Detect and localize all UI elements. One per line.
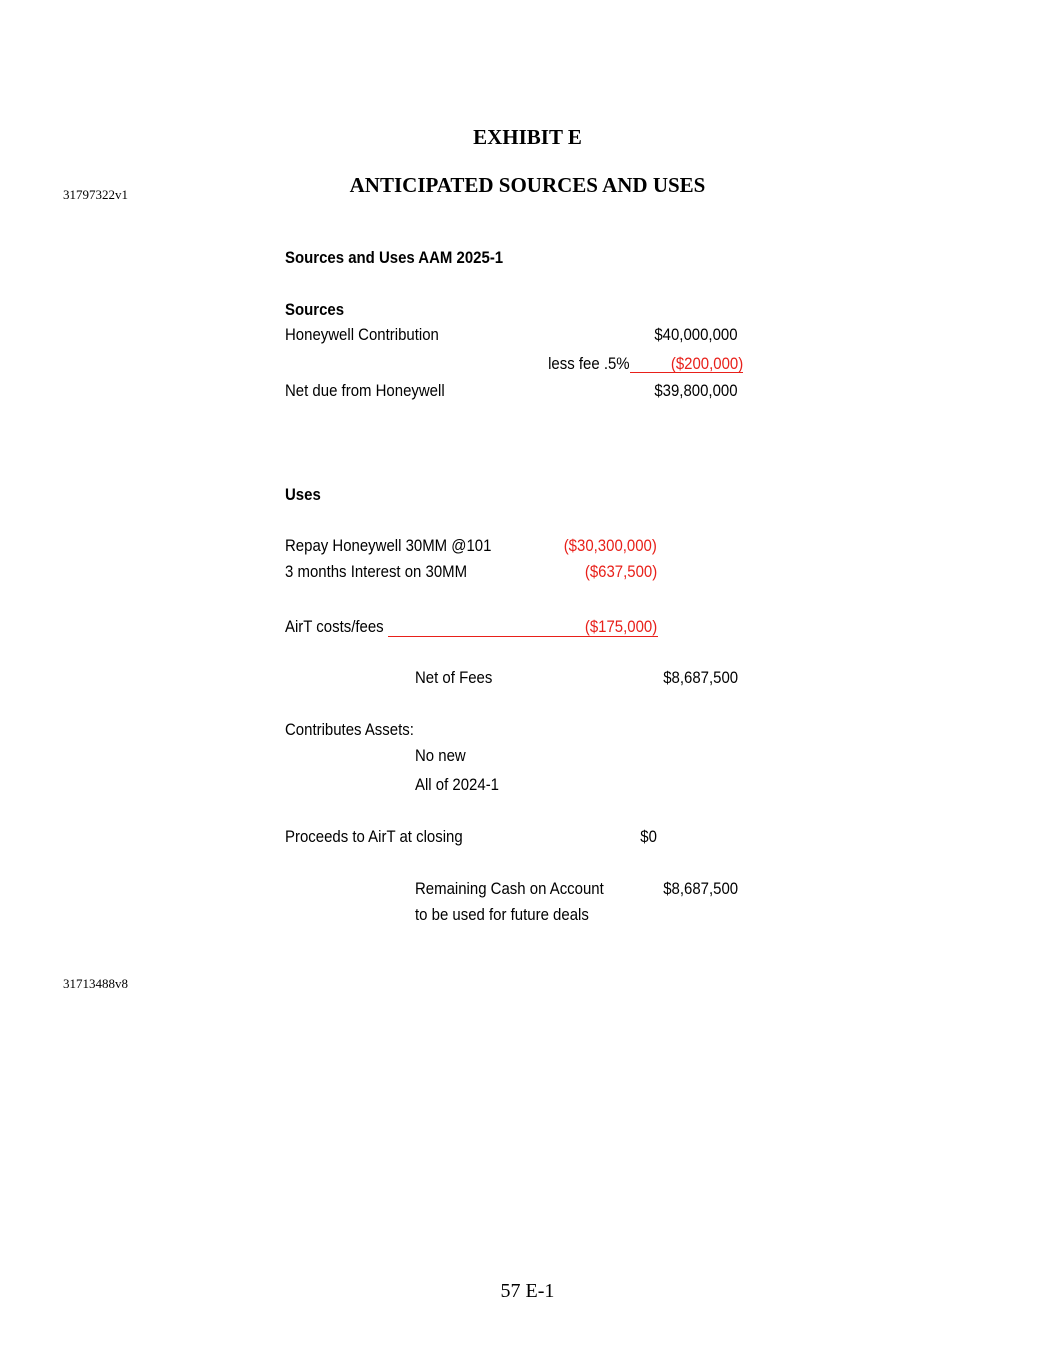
page-number: 57 E-1 [500, 1280, 555, 1302]
exhibit-title: EXHIBIT E [473, 125, 582, 149]
interest-value: ($637,500) [584, 562, 657, 581]
repay-value: ($30,300,000) [563, 536, 657, 555]
honeywell-contribution-value: $40,000,000 [654, 325, 738, 344]
honeywell-contribution-label: Honeywell Contribution [285, 325, 439, 344]
sources-heading: Sources [285, 300, 345, 319]
fee-label: less fee .5% [548, 354, 630, 373]
airt-costs-value: ($175,000) [584, 617, 657, 636]
document-subtitle: ANTICIPATED SOURCES AND USES [349, 173, 706, 197]
net-of-fees-label: Net of Fees [415, 668, 493, 687]
remaining-cash-label: Remaining Cash on Account [415, 879, 604, 898]
contributes-line-2: All of 2024-1 [415, 775, 499, 794]
remaining-cash-note: to be used for future deals [415, 905, 589, 924]
uses-heading: Uses [285, 485, 321, 504]
contributes-assets-label: Contributes Assets: [285, 720, 414, 739]
net-due-value: $39,800,000 [654, 381, 738, 400]
doc-id-top: 31797322v1 [63, 187, 128, 202]
interest-label: 3 months Interest on 30MM [285, 562, 468, 581]
remaining-cash-value: $8,687,500 [663, 879, 738, 898]
repay-label: Repay Honeywell 30MM @101 [285, 536, 492, 555]
contributes-line-1: No new [415, 746, 466, 765]
section-title: Sources and Uses AAM 2025-1 [285, 248, 504, 267]
fee-value: ($200,000) [670, 354, 743, 373]
doc-id-bottom: 31713488v8 [63, 976, 128, 991]
proceeds-label: Proceeds to AirT at closing [285, 827, 463, 846]
net-of-fees-value: $8,687,500 [663, 668, 738, 687]
airt-costs-label: AirT costs/fees [285, 617, 384, 636]
proceeds-value: $0 [640, 827, 657, 846]
net-due-label: Net due from Honeywell [285, 381, 445, 400]
